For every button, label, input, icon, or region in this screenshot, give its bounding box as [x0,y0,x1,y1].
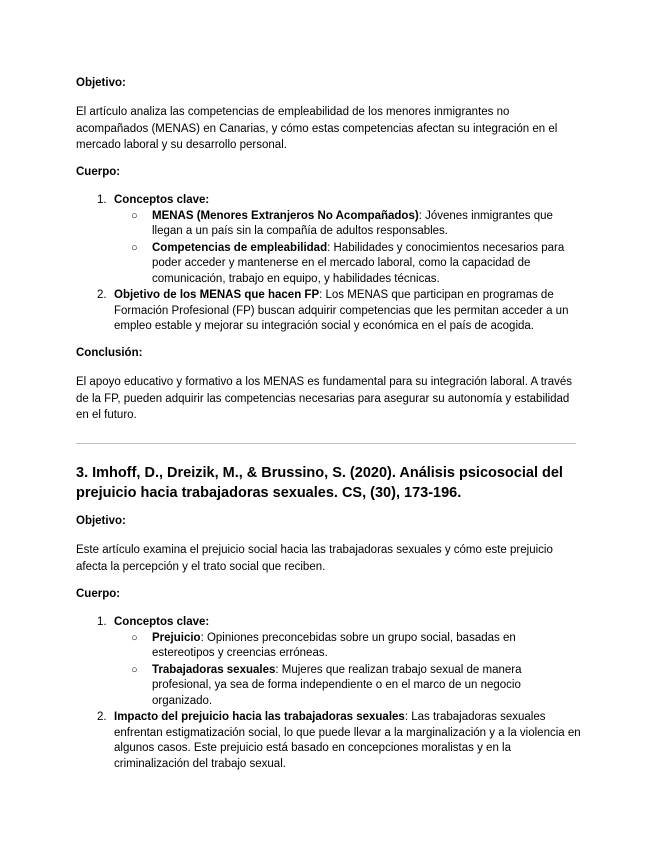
sub-list-item [114,241,581,288]
section-heading: 3. Imhoff, D., Dreizik, M., & Brussino, S. (2020). Análisis psicosocial del prejuicio hacia trabajadoras sexuales. CS, (30), 173-196. [76,465,563,501]
item-title: Impacto del prejuicio hacia las trabajadoras sexuales [114,711,405,723]
definition: : Mujeres que realizan trabajo sexual de manera profesional, ya sea de forma independiente o en el marco de un negocio organizado. [152,663,522,707]
sub-list-item [114,663,581,710]
item-title: Conceptos clave: [114,616,210,628]
objetivo-paragraph [76,542,581,575]
cuerpo-label: Cuerpo: [76,588,121,600]
definition: : Jóvenes inmigrantes que llegan a un país sin la compañía de adultos responsables. [152,209,553,237]
objetivo-text: El artículo analiza las competencias de empleabilidad de los menores inmigrantes no acompañados (MENAS) en Canarias, y cómo estas competencias afectan su integración en el mercado laboral y su desarrollo personal. [76,106,558,151]
item-title: Conceptos clave: [114,194,210,206]
circle-bullet-icon: ○ [131,241,138,254]
sub-list-item [114,631,581,662]
conclusion-block [76,346,581,361]
conclusion-text: El apoyo educativo y formativo a los MENAS es fundamental para su integración laboral. A través de la FP, pueden adquirir las competencias necesarias para asegurar su autonomía y estabilidad en el futuro. [76,376,573,421]
item-text: : Las trabajadoras sexuales enfrentan estigmatización social, lo que puede llevar a la marginalización y a la violencia en algunos casos. Este prejuicio está basado en concepciones moralistas y en la criminalización del trabajo sexual. [114,711,581,770]
list-item [76,615,581,709]
list-number: 1. [97,616,107,628]
list-item [76,193,581,287]
cuerpo-label: Cuerpo: [76,166,121,178]
circle-bullet-icon: ○ [131,209,138,222]
list-number: 2. [97,289,107,301]
list-number: 1. [97,194,107,206]
circle-bullet-icon: ○ [131,631,138,644]
term: Competencias de empleabilidad [152,241,328,254]
cuerpo-block [76,165,581,180]
term: MENAS (Menores Extranjeros No Acompañados) [152,209,419,222]
objetivo-label: Objetivo: [76,77,126,89]
definition: : Habilidades y conocimientos necesarios para poder acceder y mantenerse en el mercado laboral, como la capacidad de comunicación, trabajo en equipo, y habilidades técnicas. [152,241,565,285]
term: Trabajadoras sexuales [152,663,276,676]
horizontal-divider [76,443,576,444]
list-item [76,710,581,772]
circle-bullet-icon: ○ [131,663,138,676]
cuerpo-block [76,587,581,602]
item-title: Objetivo de los MENAS que hacen FP [114,289,320,301]
conclusion-label: Conclusión: [76,347,143,359]
list-number: 2. [97,711,107,723]
cuerpo-list [76,615,581,772]
objetivo-block [76,514,581,529]
objetivo-block [76,76,581,91]
sub-list [114,209,581,288]
conclusion-paragraph [76,374,581,424]
definition: : Opiniones preconcebidas sobre un grupo social, basadas en estereotipos y creencias erróneas. [152,631,516,659]
list-item [76,288,581,335]
objetivo-text: Este artículo examina el prejuicio social hacia las trabajadoras sexuales y cómo este prejuicio afecta la percepción y el trato social que reciben. [76,544,553,573]
cuerpo-list [76,193,581,335]
term: Prejuicio [152,631,201,644]
objetivo-label: Objetivo: [76,515,126,527]
objetivo-paragraph [76,104,581,154]
sub-list-item [114,209,581,240]
item-text: : Los MENAS que participan en programas de Formación Profesional (FP) buscan adquirir competencias que les permitan acceder a un empleo estable y mejorar su integración social y económica en el país de acogida. [114,289,569,332]
sub-list [114,631,581,710]
